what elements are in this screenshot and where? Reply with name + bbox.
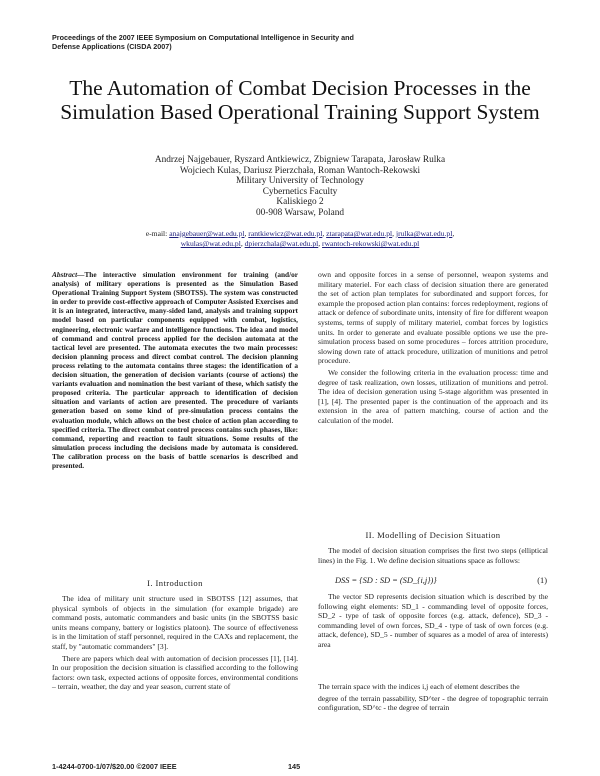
paragraph: own and opposite forces in a sense of personnel, weapon systems and military materiel. For each class of decision situation there are generated the set of action plan templates for subordinated and support forces, for example the proposed action plan contains: forces redeployment, regions of attack or defence of subordinate units, intensity of fire for different weapon systems, terms of supply of military materiel, combat forces by logistics units. In order to generate and evaluate possible options we use the pre-simulation process based on some procedures – forces attrition procedure, slowing down rate of attack procedure, utilization of munitions and petrol procedure. bbox=[318, 270, 548, 366]
section2-intro bbox=[318, 546, 548, 567]
paper-title: The Automation of Combat Decision Processes in the Simulation Based Operational Training Support System bbox=[60, 76, 540, 124]
paragraph: We consider the following criteria in the evaluation process: time and degree of task realization, own losses, utilization of munitions and petrol. The idea of decision generation using 5-stage algorithm was presented in [1], [4]. The presented paper is the continuation of the approach and its extension in the area of pattern matching, course of action and the calculation of the model. bbox=[318, 367, 548, 425]
equation-1 bbox=[335, 576, 547, 585]
paragraph: The idea of military unit structure used in SBOTSS [12] assumes, that physical symbols of objects in the simulation (for example brigade) are command posts, automatic commanders and basic units (in the SBOTSS basic units means company, battery or logistics platoon). The source of effectiveness is in the limitation of staff personnel, required in the CAXs and replacement, the staff, by "automatic commanders" [3]. bbox=[52, 594, 298, 651]
proceedings-header: Proceedings of the 2007 IEEE Symposium on Computational Intelligence in Security and Defense Applications (CISDA 2007) bbox=[52, 33, 354, 51]
footer-isbn: 1-4244-0700-1/07/$20.00 ©2007 IEEE bbox=[52, 762, 177, 771]
equation-number: (1) bbox=[537, 576, 547, 585]
introduction-body bbox=[52, 594, 298, 694]
page-number: 145 bbox=[288, 762, 301, 771]
abstract-text: The interactive simulation environment for training (and/or analysis) of military operations is presented as the Simulation Based Operational Training Support System (SBOTSS). The system was constructed in order to provide cost-effective approach of Computer Assisted Exercises and it is an integrated, interactive, many-sided land, analysis and training support model based on particular components equipped with combat, logistics, engineering, electronic warfare and intelligence functions. The idea and model of command and control process applied for the decision automata at the tactical level are presented. The automata executes the two main processes: decision planning process and direct combat control. The decision planning process relating to the automata contains three stages: the identification of a decision situation, the generation of decision variants (course of actions) the variants evaluation and nomination the best variant of these, which satisfy the proposed criteria. The particular approach to identification of decision situation and variants of action are presented. The procedure of variants generation based on some kind of pre-simulation process contains the evaluation module, which allows on the best choice of action plan according to specified criteria. The direct combat control process contains such phases, like: command, reporting and reaction to fault situations. Some results of the simulation process including the decisions made by automata is considered. The calibration process on the basis of battle scenarios is described and presented. bbox=[52, 270, 298, 470]
paragraph: The model of decision situation comprises the first two steps (elliptical lines) in the Fig. 1. We define decision situations space as follows: bbox=[318, 546, 548, 565]
affiliation: Military University of Technology bbox=[235, 176, 365, 187]
email-block bbox=[40, 229, 560, 250]
equation-text: DSS = {SD : SD = (SD_{i,j})} bbox=[335, 576, 437, 585]
right-column-body bbox=[318, 270, 548, 428]
email-link[interactable]: rwantoch-rekowski@wat.edu.pl bbox=[322, 239, 420, 249]
email-link[interactable]: jrulka@wat.edu.pl bbox=[395, 229, 453, 238]
street-address: Kaliskiego 2 bbox=[276, 197, 324, 208]
section-heading-introduction: I. Introduction bbox=[147, 578, 203, 588]
email-link[interactable]: dpierzchala@wat.edu.pl bbox=[244, 239, 319, 249]
email-line-1: e-mail: anajgebauer@wat.edu.pl, rantkiewicz@wat.edu.pl, ztarapata@wat.edu.pl, jrulka@wat.edu.pl, bbox=[145, 229, 455, 238]
email-label: e-mail: bbox=[145, 229, 168, 238]
abstract-label: Abstract— bbox=[52, 270, 85, 279]
city-address: 00-908 Warsaw, Poland bbox=[255, 207, 345, 218]
author-line-1: Andrzej Najgebauer, Ryszard Antkiewicz, Zbigniew Tarapata, Jarosław Rulka bbox=[154, 155, 446, 165]
paragraph: There are papers which deal with automation of decision processes [1], [14]. In our proposition the decision situation is classified according to the following factors: own task, expected actions of opposite forces, environmental conditions – terrain, weather, the day and year season, current state of bbox=[52, 653, 298, 692]
email-link[interactable]: rantkiewicz@wat.edu.pl bbox=[248, 229, 323, 238]
email-link[interactable]: anajgebauer@wat.edu.pl bbox=[169, 229, 245, 238]
email-link[interactable]: ztarapata@wat.edu.pl bbox=[326, 229, 393, 238]
paragraph: The vector SD represents decision situation which is described by the following eight elements: SD_1 - commanding level of opposite forces, SD_2 - type of task of opposite forces (e.g. attack, defence), SD_3 - commanding level of own forces, SD_4 - type of task of own forces (e.g. attack, defence), SD_5 - number of squares as a model of area of interests) area bbox=[318, 592, 548, 649]
paragraph: The terrain space with the indices i,j each of element describes the bbox=[318, 682, 520, 691]
author-block bbox=[40, 155, 560, 219]
abstract bbox=[52, 270, 298, 470]
section-heading-modelling: II. Modelling of Decision Situation bbox=[365, 530, 501, 540]
email-line-2: wkulas@wat.edu.pl, dpierzchala@wat.edu.pl, rwantoch-rekowski@wat.edu.pl bbox=[180, 239, 420, 249]
email-link[interactable]: wkulas@wat.edu.pl bbox=[180, 239, 241, 249]
paragraph: degree of the terrain passability, SD^ter - the degree of topographic terrain configuration, SD^tc - the degree of terrain bbox=[318, 693, 548, 713]
section2-body bbox=[318, 592, 548, 652]
author-line-2: Wojciech Kulas, Dariusz Pierzchała, Roman Wantoch-Rekowski bbox=[179, 165, 421, 176]
terrain-text bbox=[318, 682, 548, 715]
faculty: Cybernetics Faculty bbox=[262, 186, 338, 197]
